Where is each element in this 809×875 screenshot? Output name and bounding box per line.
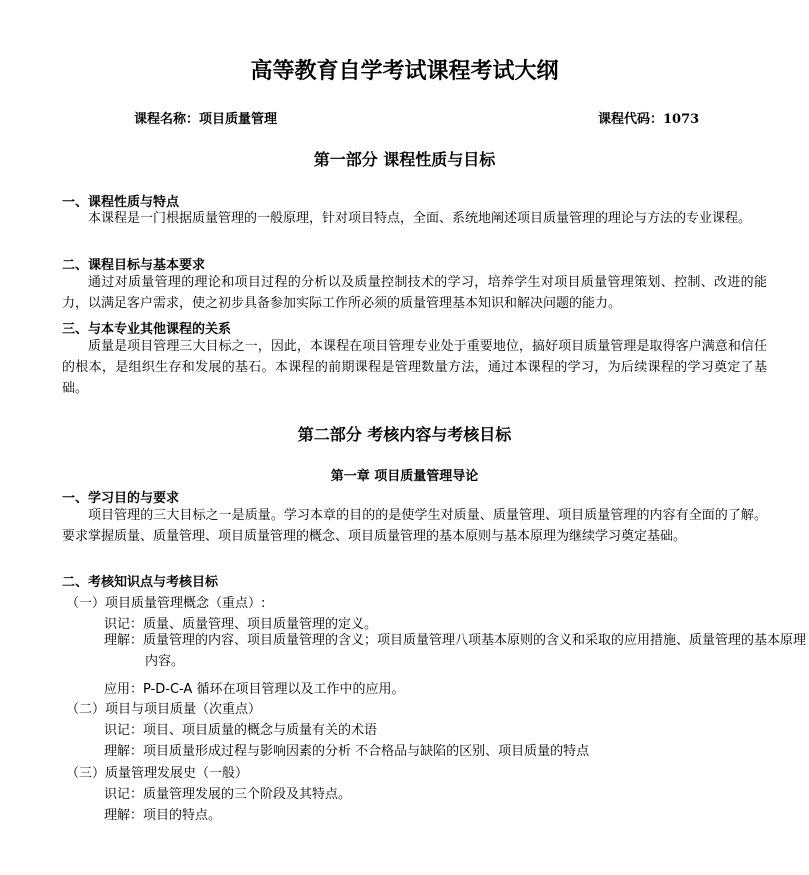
section-text: 质量是项目管理三大目标之一，因此，本课程在项目管理专业处于重要地位，搞好项目质量管理是取得客户满意和信任的根本，是组织生存和发展的基石。本课程的前期课程是管理数量方法，通过本课程的学习，为后续课程的学习奠定了基础。	[62, 339, 767, 396]
section-heading: 二、课程目标与基本要求	[62, 258, 206, 273]
knowledge-heading: 二、考核知识点与考核目标	[62, 575, 219, 590]
topic-line: 识记：质量管理发展的三个阶段及其特点。	[104, 787, 352, 802]
topic-title: （三）质量管理发展史（一般）	[66, 766, 249, 781]
section-text: 本课程是一门根据质量管理的一般原理，针对项目特点，全面、系统地阐述项目质量管理的理论与方法的专业课程。	[88, 211, 752, 226]
section-text: 通过对质量管理的理论和项目过程的分析以及质量控制技术的学习，培养学生对项目质量管理策划、控制、改进的能力，以满足客户需求，使之初步具备参加实际工作所必须的质量管理基本知识和解决问题的能力。	[62, 275, 767, 311]
part2-title: 第二部分 考核内容与考核目标	[297, 425, 512, 444]
study-heading: 一、学习目的与要求	[62, 491, 180, 506]
topic-title: （二）项目与项目质量（次重点）	[66, 702, 262, 717]
study-text: 项目管理的三大目标之一是质量。学习本章的目的的是使学生对质量、质量管理、项目质量管理的内容有全面的了解。要求掌握质量、质量管理、项目质量管理的概念、项目质量管理的基本原则与基本原理为继续学习奠定基础。	[62, 508, 767, 544]
topic-line: 理解：质量管理的内容、项目质量管理的含义；项目质量管理八项基本原则的含义和采取的应用措施、质量管理的基本原理内容。	[104, 633, 807, 669]
topic-line: 识记：项目、项目质量的概念与质量有关的术语	[104, 723, 378, 738]
section-heading: 一、课程性质与特点	[62, 195, 180, 210]
course-name: 课程名称：项目质量管理	[134, 112, 278, 127]
course-code: 课程代码：1073	[598, 112, 700, 127]
topic-line: 理解：项目的特点。	[104, 808, 222, 823]
section-heading: 三、与本专业其他课程的关系	[62, 322, 232, 337]
topic-line: 理解：项目质量形成过程与影响因素的分析 不合格品与缺陷的区别、项目质量的特点	[104, 744, 590, 759]
document-title: 高等教育自学考试课程考试大纲	[250, 58, 559, 84]
chapter-title: 第一章 项目质量管理导论	[330, 469, 479, 484]
topic-title: （一）项目质量管理概念（重点）:	[66, 596, 266, 611]
topic-line: 识记：质量、质量管理、项目质量管理的定义。	[104, 617, 378, 632]
part1-title: 第一部分 课程性质与目标	[313, 150, 496, 169]
topic-line: 应用：P-D-C-A 循环在项目管理以及工作中的应用。	[104, 682, 405, 697]
